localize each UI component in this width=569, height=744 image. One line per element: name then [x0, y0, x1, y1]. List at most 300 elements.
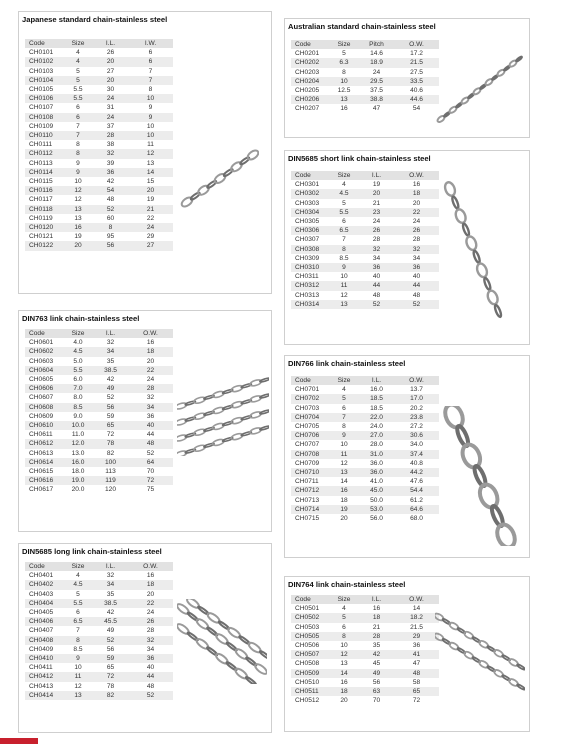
table-cell: 82: [93, 691, 128, 700]
table-cell: 32: [128, 393, 173, 402]
table-cell: CH0609: [25, 412, 63, 421]
table-row: [291, 459, 439, 468]
table-cell: CH0412: [25, 672, 63, 681]
table-cell: 24: [93, 94, 128, 103]
table-cell: CH0409: [25, 645, 63, 654]
table-row: [291, 68, 439, 77]
spec-table: [291, 40, 439, 114]
table-cell: 5: [63, 590, 93, 599]
column-header: O.W.: [394, 40, 439, 49]
chain-link: [245, 676, 257, 684]
table-cell: 7.0: [63, 384, 93, 393]
table-cell: CH0617: [25, 485, 63, 494]
table-row: [291, 440, 439, 449]
table-cell: 10: [63, 177, 93, 186]
table-cell: CH0602: [25, 347, 63, 356]
table-cell: 16: [128, 571, 173, 580]
table-cell: 17.2: [394, 49, 439, 58]
page-accent-bar: [0, 738, 38, 744]
table-row: [25, 338, 173, 347]
table-cell: CH0401: [25, 571, 63, 580]
table-cell: 36: [128, 412, 173, 421]
column-header: I.L.: [359, 595, 394, 604]
table-cell: CH0701: [291, 385, 329, 394]
table-row: [25, 67, 173, 76]
table-cell: 7: [128, 76, 173, 85]
table-cell: 70: [128, 467, 173, 476]
table-row: [25, 663, 173, 672]
table-cell: 70: [359, 696, 394, 705]
table-cell: 10: [128, 131, 173, 140]
table-cell: CH0104: [25, 76, 63, 85]
table-cell: 8: [128, 85, 173, 94]
table-cell: 8: [329, 68, 359, 77]
table-cell: 5: [63, 76, 93, 85]
chain-link: [465, 235, 479, 251]
table-row: [25, 672, 173, 681]
table-cell: 12.5: [329, 86, 359, 95]
table-cell: 59: [93, 654, 128, 663]
table-cell: CH0511: [291, 687, 329, 696]
table-cell: 13.0: [63, 449, 93, 458]
column-header: Code: [291, 376, 329, 385]
table-cell: CH0408: [25, 636, 63, 645]
panel-title: Japanese standard chain-stainless steel: [22, 15, 168, 24]
table-cell: 24: [359, 217, 394, 226]
table-cell: 24: [128, 608, 173, 617]
table-row: [291, 104, 439, 113]
table-cell: 54: [394, 104, 439, 113]
table-cell: 16: [394, 180, 439, 189]
table-cell: 44.2: [394, 468, 439, 477]
table-cell: 12: [128, 149, 173, 158]
table-cell: 5.5: [63, 85, 93, 94]
table-row: [25, 617, 173, 626]
chain-link: [472, 250, 480, 263]
chain-image: [440, 406, 520, 546]
table-cell: 37.4: [394, 450, 439, 459]
table-cell: 12: [63, 195, 93, 204]
column-header: I.L.: [359, 171, 394, 180]
table-cell: CH0308: [291, 245, 329, 254]
table-cell: 10.0: [63, 421, 93, 430]
table-cell: 22.0: [359, 413, 394, 422]
column-header: O.W.: [128, 562, 173, 571]
table-row: [291, 650, 439, 659]
table-cell: 11: [63, 672, 93, 681]
column-header: O.W.: [394, 171, 439, 180]
table-cell: 34: [93, 580, 128, 589]
panel-australian-standard: [284, 18, 530, 138]
table-cell: 28: [394, 235, 439, 244]
table-cell: 42: [93, 608, 128, 617]
table-cell: 16: [329, 104, 359, 113]
table-cell: 9: [329, 263, 359, 272]
table-row: [25, 131, 173, 140]
table-cell: 32: [359, 245, 394, 254]
table-cell: CH0707: [291, 440, 329, 449]
table-cell: 48: [359, 291, 394, 300]
table-row: [291, 49, 439, 58]
table-cell: 40: [359, 272, 394, 281]
spec-table: [291, 595, 439, 705]
table-cell: 19: [128, 195, 173, 204]
table-cell: 19: [63, 232, 93, 241]
table-cell: 5.0: [63, 357, 93, 366]
table-cell: CH0121: [25, 232, 63, 241]
table-cell: 36: [394, 641, 439, 650]
table-row: [25, 636, 173, 645]
table-row: [25, 691, 173, 700]
table-cell: 119: [93, 476, 128, 485]
table-cell: 4: [63, 48, 93, 57]
table-cell: 23: [359, 208, 394, 217]
table-cell: 72: [128, 476, 173, 485]
table-cell: 52: [93, 205, 128, 214]
table-cell: 52: [359, 300, 394, 309]
table-cell: CH0114: [25, 168, 63, 177]
spec-table: [25, 329, 173, 495]
table-header-row: [291, 40, 439, 49]
table-cell: 4.5: [63, 347, 93, 356]
table-cell: 11.0: [63, 430, 93, 439]
table-cell: 27.0: [359, 431, 394, 440]
table-cell: 13.7: [394, 385, 439, 394]
table-cell: 10: [329, 272, 359, 281]
table-cell: 6.3: [329, 58, 359, 67]
table-cell: 78: [93, 682, 128, 691]
panel-title: DIN5685 short link chain-stainless steel: [288, 154, 431, 163]
table-cell: 24: [359, 68, 394, 77]
table-row: [25, 140, 173, 149]
table-row: [291, 235, 439, 244]
table-cell: CH0712: [291, 486, 329, 495]
table-row: [291, 669, 439, 678]
table-cell: 21: [359, 623, 394, 632]
panel-title: Australian standard chain-stainless steel: [288, 22, 436, 31]
table-cell: 12: [329, 459, 359, 468]
table-row: [25, 168, 173, 177]
table-cell: CH0703: [291, 404, 329, 413]
table-row: [291, 514, 439, 523]
table-cell: CH0207: [291, 104, 329, 113]
table-cell: 8: [63, 140, 93, 149]
table-row: [25, 449, 173, 458]
table-row: [25, 48, 173, 57]
table-row: [291, 245, 439, 254]
table-cell: CH0113: [25, 159, 63, 168]
table-cell: 5.5: [63, 599, 93, 608]
table-cell: 13: [329, 300, 359, 309]
table-row: [291, 687, 439, 696]
chain-link: [260, 377, 269, 382]
table-cell: 13: [128, 159, 173, 168]
table-header-row: [25, 39, 173, 48]
table-cell: 37.5: [359, 86, 394, 95]
table-cell: CH0117: [25, 195, 63, 204]
table-cell: 12: [329, 650, 359, 659]
table-cell: CH0414: [25, 691, 63, 700]
table-cell: CH0710: [291, 468, 329, 477]
table-cell: 20: [128, 357, 173, 366]
table-cell: CH0611: [25, 430, 63, 439]
table-cell: 58: [394, 678, 439, 687]
table-cell: CH0615: [25, 467, 63, 476]
table-row: [291, 632, 439, 641]
table-cell: CH0708: [291, 450, 329, 459]
table-cell: CH0304: [291, 208, 329, 217]
table-cell: 20: [63, 241, 93, 250]
panel-title: DIN5685 long link chain-stainless steel: [22, 547, 162, 556]
table-cell: 11: [128, 140, 173, 149]
table-cell: 6.5: [63, 617, 93, 626]
table-cell: 24: [394, 217, 439, 226]
table-cell: 27: [93, 67, 128, 76]
table-row: [25, 682, 173, 691]
table-row: [291, 226, 439, 235]
table-cell: 18: [394, 189, 439, 198]
table-cell: CH0115: [25, 177, 63, 186]
table-cell: 18: [329, 496, 359, 505]
table-row: [25, 85, 173, 94]
table-cell: CH0119: [25, 214, 63, 223]
table-cell: 5.5: [329, 208, 359, 217]
table-cell: 31: [93, 103, 128, 112]
table-cell: CH0110: [25, 131, 63, 140]
table-cell: 23.8: [394, 413, 439, 422]
table-cell: CH0202: [291, 58, 329, 67]
table-cell: CH0102: [25, 57, 63, 66]
table-cell: 44: [128, 430, 173, 439]
table-cell: 33.5: [394, 77, 439, 86]
table-row: [291, 422, 439, 431]
table-row: [291, 450, 439, 459]
table-row: [25, 608, 173, 617]
table-cell: 59: [93, 412, 128, 421]
table-cell: 18: [359, 613, 394, 622]
table-cell: 40: [128, 663, 173, 672]
table-cell: 100: [93, 458, 128, 467]
table-cell: 32: [93, 571, 128, 580]
table-cell: 56: [359, 678, 394, 687]
chain-link: [443, 181, 457, 197]
table-cell: 8.5: [63, 645, 93, 654]
table-cell: 31.0: [359, 450, 394, 459]
table-cell: 9: [329, 431, 359, 440]
table-row: [291, 189, 439, 198]
table-cell: 16: [63, 223, 93, 232]
table-cell: 20: [128, 590, 173, 599]
table-cell: 24: [128, 375, 173, 384]
table-row: [291, 505, 439, 514]
table-cell: 29: [394, 632, 439, 641]
table-row: [291, 623, 439, 632]
table-cell: 38.5: [93, 599, 128, 608]
column-header: Code: [291, 40, 329, 49]
table-row: [291, 659, 439, 668]
table-cell: 13: [329, 659, 359, 668]
column-header: Size: [329, 595, 359, 604]
table-cell: 7: [329, 235, 359, 244]
table-cell: 40: [394, 272, 439, 281]
table-cell: 21: [128, 205, 173, 214]
table-cell: CH0508: [291, 659, 329, 668]
table-cell: 34: [359, 254, 394, 263]
table-cell: 10: [329, 440, 359, 449]
chain-link: [254, 662, 267, 675]
table-cell: 63: [359, 687, 394, 696]
chain-link: [494, 304, 502, 317]
table-cell: CH0702: [291, 394, 329, 403]
table-cell: CH0314: [291, 300, 329, 309]
table-cell: 26: [93, 48, 128, 57]
column-header: Size: [329, 171, 359, 180]
table-row: [291, 300, 439, 309]
table-cell: 4: [63, 57, 93, 66]
table-cell: 36: [128, 654, 173, 663]
table-row: [291, 477, 439, 486]
table-cell: 26: [359, 226, 394, 235]
table-cell: 18.9: [359, 58, 394, 67]
table-row: [25, 159, 173, 168]
table-row: [291, 413, 439, 422]
table-row: [25, 384, 173, 393]
table-cell: 27: [128, 241, 173, 250]
table-cell: 18.5: [359, 394, 394, 403]
table-row: [25, 122, 173, 131]
table-cell: 26: [394, 226, 439, 235]
table-header-row: [291, 595, 439, 604]
table-cell: 47.6: [394, 477, 439, 486]
table-row: [25, 149, 173, 158]
table-row: [291, 208, 439, 217]
chain-link: [475, 262, 489, 278]
table-cell: 35: [93, 357, 128, 366]
table-cell: 9: [63, 168, 93, 177]
table-row: [25, 375, 173, 384]
table-cell: 40: [128, 421, 173, 430]
table-cell: CH0111: [25, 140, 63, 149]
table-row: [25, 571, 173, 580]
table-cell: 24: [93, 113, 128, 122]
table-row: [291, 86, 439, 95]
table-cell: 27.2: [394, 422, 439, 431]
column-header: Size: [329, 40, 359, 49]
table-cell: 8.5: [63, 403, 93, 412]
table-cell: 12: [63, 682, 93, 691]
table-cell: 10: [128, 94, 173, 103]
table-header-row: [291, 171, 439, 180]
table-cell: 4: [329, 385, 359, 394]
chain-link: [246, 149, 259, 162]
table-row: [291, 217, 439, 226]
table-cell: 75: [128, 485, 173, 494]
table-cell: 64: [128, 458, 173, 467]
table-cell: CH0206: [291, 95, 329, 104]
table-cell: 12: [329, 291, 359, 300]
table-row: [291, 468, 439, 477]
table-cell: 65: [93, 421, 128, 430]
column-header: Code: [291, 595, 329, 604]
column-header: Size: [63, 39, 93, 48]
table-cell: 78: [93, 439, 128, 448]
table-cell: 52: [128, 449, 173, 458]
table-cell: 6: [329, 623, 359, 632]
column-header: Size: [63, 562, 93, 571]
table-cell: 38.8: [359, 95, 394, 104]
table-cell: CH0205: [291, 86, 329, 95]
table-cell: 65: [93, 663, 128, 672]
table-cell: CH0311: [291, 272, 329, 281]
table-row: [25, 76, 173, 85]
table-cell: CH0614: [25, 458, 63, 467]
table-cell: CH0112: [25, 149, 63, 158]
table-row: [291, 696, 439, 705]
table-cell: 29.5: [359, 77, 394, 86]
table-cell: 48: [394, 669, 439, 678]
table-cell: 44: [128, 672, 173, 681]
column-header: I.L.: [359, 376, 394, 385]
spec-table: [291, 376, 439, 523]
table-cell: 41: [394, 650, 439, 659]
table-cell: CH0301: [291, 180, 329, 189]
table-row: [25, 654, 173, 663]
table-cell: 14.6: [359, 49, 394, 58]
table-cell: 17.0: [394, 394, 439, 403]
table-row: [291, 199, 439, 208]
table-cell: 35: [359, 641, 394, 650]
table-cell: 5.5: [63, 94, 93, 103]
table-cell: 26: [128, 617, 173, 626]
table-cell: CH0108: [25, 113, 63, 122]
table-cell: 45: [359, 659, 394, 668]
table-cell: 16: [359, 604, 394, 613]
table-cell: 52: [93, 393, 128, 402]
table-cell: 5: [63, 67, 93, 76]
table-cell: 8: [93, 223, 128, 232]
chain-link: [260, 425, 269, 430]
table-cell: 28.0: [359, 440, 394, 449]
table-cell: 34: [394, 254, 439, 263]
table-cell: CH0606: [25, 384, 63, 393]
table-cell: CH0405: [25, 608, 63, 617]
table-cell: 32: [394, 245, 439, 254]
table-row: [25, 421, 173, 430]
table-cell: 45.0: [359, 486, 394, 495]
table-cell: CH0120: [25, 223, 63, 232]
table-row: [291, 431, 439, 440]
table-cell: 27.5: [394, 68, 439, 77]
table-cell: 18.5: [359, 404, 394, 413]
table-cell: CH0704: [291, 413, 329, 422]
table-cell: 18.2: [394, 613, 439, 622]
table-cell: 18: [128, 580, 173, 589]
table-cell: CH0715: [291, 514, 329, 523]
table-row: [291, 281, 439, 290]
panel-din766: [284, 355, 530, 558]
table-cell: 9.0: [63, 412, 93, 421]
table-cell: 6: [128, 57, 173, 66]
table-cell: 28: [359, 235, 394, 244]
chain-image: [435, 49, 525, 129]
table-cell: 16.0: [359, 385, 394, 394]
table-cell: 10: [63, 663, 93, 672]
table-cell: CH0410: [25, 654, 63, 663]
table-cell: 13: [329, 468, 359, 477]
chain-image: [177, 599, 267, 684]
table-cell: 12: [63, 186, 93, 195]
table-cell: CH0404: [25, 599, 63, 608]
